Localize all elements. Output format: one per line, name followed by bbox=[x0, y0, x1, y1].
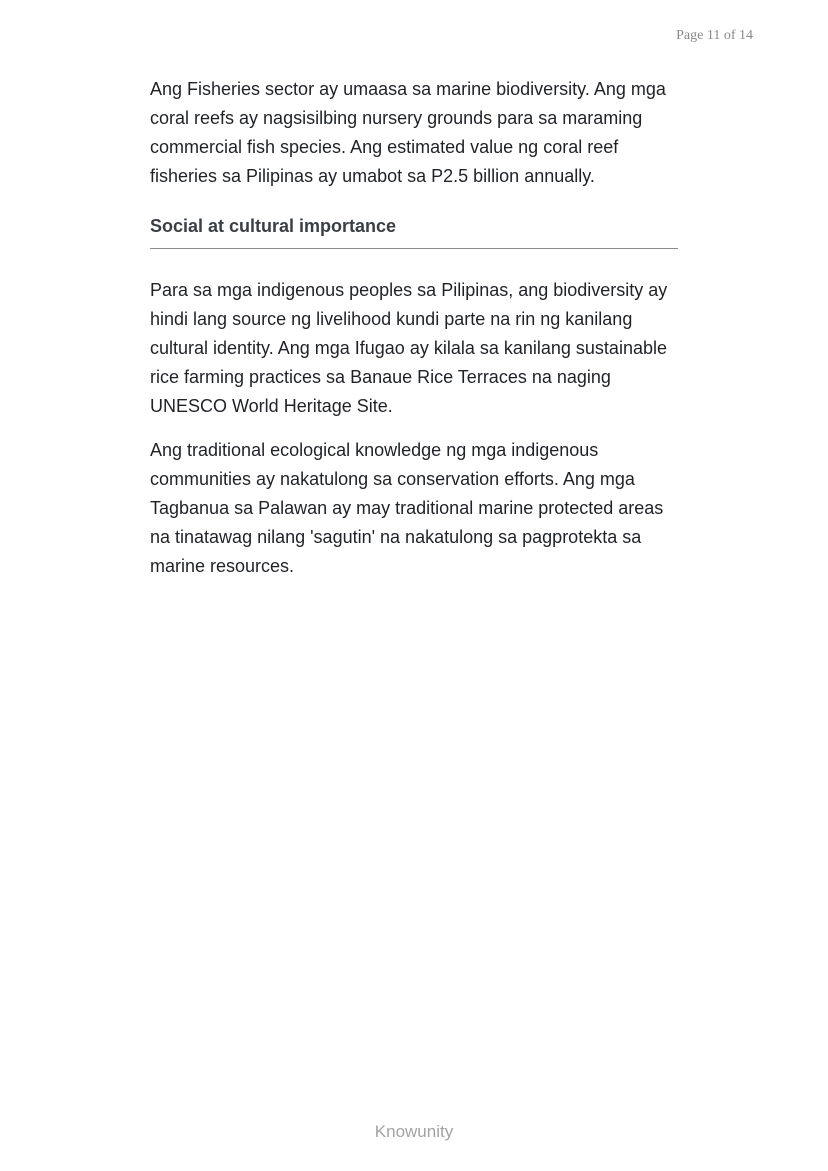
section-divider bbox=[150, 248, 678, 249]
intro-paragraph: Ang Fisheries sector ay umaasa sa marine biodiversity. Ang mga coral reefs ay nagsisilbing nursery grounds para sa maraming commercial fish species. Ang estimated value ng coral reef fisheries sa Pilipinas ay umabot sa P2.5 billion annually. bbox=[150, 79, 666, 186]
body-paragraph-2: Ang traditional ecological knowledge ng mga indigenous communities ay nakatulong sa conservation efforts. Ang mga Tagbanua sa Palawan ay may traditional marine protected areas na tinatawag nilang 'sagutin' na nakatulong sa pagprotekta sa marine resources. bbox=[150, 440, 664, 576]
section-heading: Social at cultural importance bbox=[150, 216, 397, 236]
footer-brand-logo: Knowunity bbox=[374, 1122, 454, 1141]
page-indicator: Page 11 of 14 bbox=[676, 28, 753, 43]
document-body bbox=[150, 75, 680, 596]
body-paragraph-1: Para sa mga indigenous peoples sa Pilipinas, ang biodiversity ay hindi lang source ng livelihood kundi parte na rin ng kanilang cultural identity. Ang mga Ifugao ay kilala sa kanilang sustainable rice farming practices sa Banaue Rice Terraces na naging UNESCO World Heritage Site. bbox=[150, 280, 668, 416]
